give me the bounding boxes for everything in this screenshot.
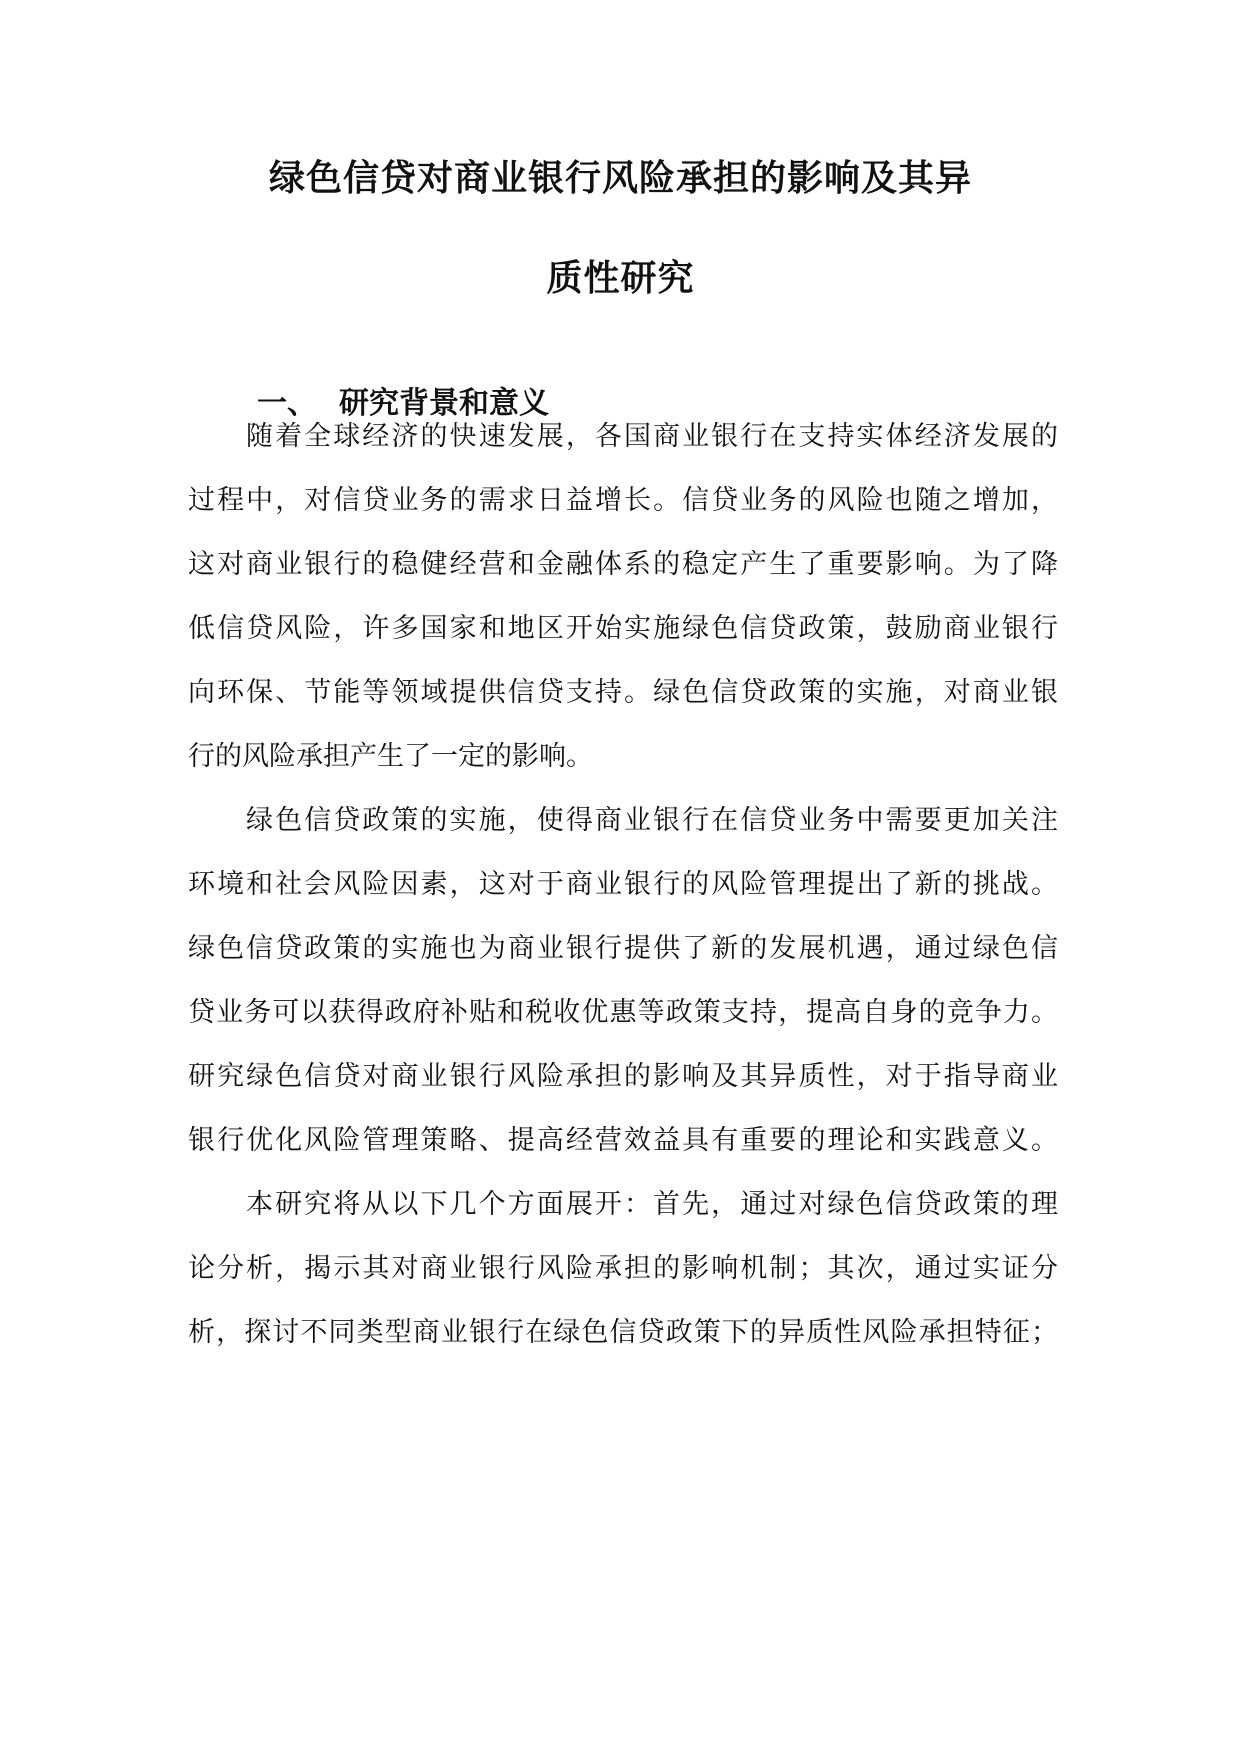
paragraph-line: 过程中，对信贷业务的需求日益增长。信贷业务的风险也随之增加， xyxy=(188,485,1058,516)
section-heading xyxy=(257,378,549,422)
paragraph-line: 向环保、节能等领域提供信贷支持。绿色信贷政策的实施，对商业银 xyxy=(188,677,1058,708)
paragraph-line: 绿色信贷政策的实施也为商业银行提供了新的发展机遇，通过绿色信 xyxy=(188,933,1058,964)
paragraph-line: 研究绿色信贷对商业银行风险承担的影响及其异质性，对于指导商业 xyxy=(188,1061,1058,1092)
paragraph-line: 论分析，揭示其对商业银行风险承担的影响机制；其次，通过实证分 xyxy=(188,1253,1058,1284)
paragraph-line: 本研究将从以下几个方面展开：首先，通过对绿色信贷政策的理 xyxy=(246,1189,1058,1220)
paragraph-line: 银行优化风险管理策略、提高经营效益具有重要的理论和实践意义。 xyxy=(188,1125,1058,1156)
paragraph-line: 绿色信贷政策的实施，使得商业银行在信贷业务中需要更加关注 xyxy=(246,805,1058,836)
paragraph-line: 行的风险承担产生了一定的影响。 xyxy=(188,741,593,772)
section-number: 一、 xyxy=(257,386,317,421)
document-title-line-1: 绿色信贷对商业银行风险承担的影响及其异 xyxy=(268,158,972,199)
paragraph-line: 环境和社会风险因素，这对于商业银行的风险管理提出了新的挑战。 xyxy=(188,869,1058,900)
paragraph-line: 低信贷风险，许多国家和地区开始实施绿色信贷政策，鼓励商业银行 xyxy=(188,613,1058,644)
section-title: 研究背景和意义 xyxy=(339,386,549,421)
paragraph-line: 贷业务可以获得政府补贴和税收优惠等政策支持，提高自身的竞争力。 xyxy=(188,997,1058,1028)
paragraph-line: 析，探讨不同类型商业银行在绿色信贷政策下的异质性风险承担特征； xyxy=(188,1317,1058,1348)
paragraph-line: 这对商业银行的稳健经营和金融体系的稳定产生了重要影响。为了降 xyxy=(188,549,1058,580)
paragraph-line: 随着全球经济的快速发展，各国商业银行在支持实体经济发展的 xyxy=(246,421,1058,452)
document-title-line-2: 质性研究 xyxy=(546,258,695,299)
